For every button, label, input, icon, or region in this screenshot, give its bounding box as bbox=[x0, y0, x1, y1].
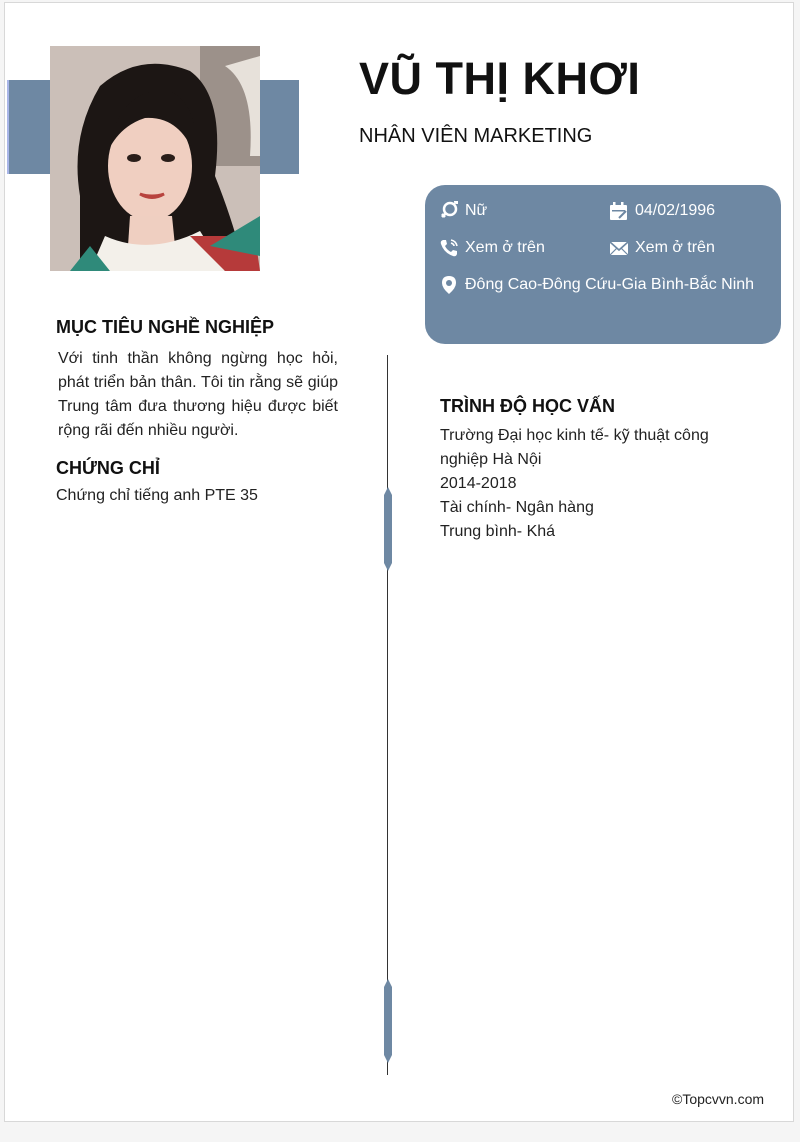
gender-value: Nữ bbox=[465, 202, 488, 219]
phone-icon bbox=[439, 238, 459, 258]
objective-text: Với tinh thần không ngừng học hỏi, phát triển bản thân. Tôi tin rằng sẽ giúp Trung tâm đưa thương hiệu được biết rộng rãi đến nhiều người. bbox=[58, 350, 338, 439]
timeline-line bbox=[387, 355, 388, 1075]
contact-birthdate bbox=[609, 201, 715, 221]
contact-email bbox=[609, 238, 715, 258]
education-school-line2: nghiệp Hà Nội bbox=[440, 451, 542, 468]
header-band-right bbox=[259, 80, 299, 174]
phone-value: Xem ở trên bbox=[465, 239, 545, 256]
objective-title: MỤC TIÊU NGHỀ NGHIỆP bbox=[56, 317, 275, 337]
gender-icon bbox=[439, 201, 459, 221]
birthdate-value: 04/02/1996 bbox=[635, 202, 716, 219]
candidate-name: VŨ THỊ KHƠI bbox=[359, 53, 641, 104]
education-title: TRÌNH ĐỘ HỌC VẤN bbox=[440, 396, 615, 416]
location-pin-icon bbox=[439, 275, 459, 295]
footer-copyright: ©Topcvvn.com bbox=[672, 1091, 765, 1107]
timeline-marker-bottom bbox=[381, 979, 395, 1063]
contact-phone bbox=[439, 238, 545, 258]
header-band-left bbox=[7, 80, 51, 174]
profile-photo bbox=[50, 46, 260, 271]
education-period: 2014-2018 bbox=[440, 475, 517, 492]
certificates-title: CHỨNG CHỈ bbox=[56, 458, 160, 478]
cv-page bbox=[4, 2, 794, 1122]
education-major: Tài chính- Ngân hàng bbox=[440, 499, 594, 516]
job-title: NHÂN VIÊN MARKETING bbox=[359, 125, 593, 147]
contact-gender bbox=[439, 201, 487, 221]
address-value: Đông Cao-Đông Cứu-Gia Bình-Bắc Ninh bbox=[465, 276, 755, 293]
profile-photo-illustration bbox=[50, 46, 260, 271]
calendar-icon bbox=[609, 201, 629, 221]
contact-box bbox=[425, 185, 781, 344]
email-value: Xem ở trên bbox=[635, 239, 715, 256]
header-band-edge bbox=[7, 80, 9, 174]
education-grade: Trung bình- Khá bbox=[440, 523, 556, 540]
education-school-line1: Trường Đại học kinh tế- kỹ thuật công bbox=[440, 427, 709, 444]
mail-icon bbox=[609, 238, 629, 258]
certificate-item: Chứng chỉ tiếng anh PTE 35 bbox=[56, 487, 258, 504]
contact-address bbox=[439, 275, 754, 295]
timeline-marker-top bbox=[381, 487, 395, 571]
